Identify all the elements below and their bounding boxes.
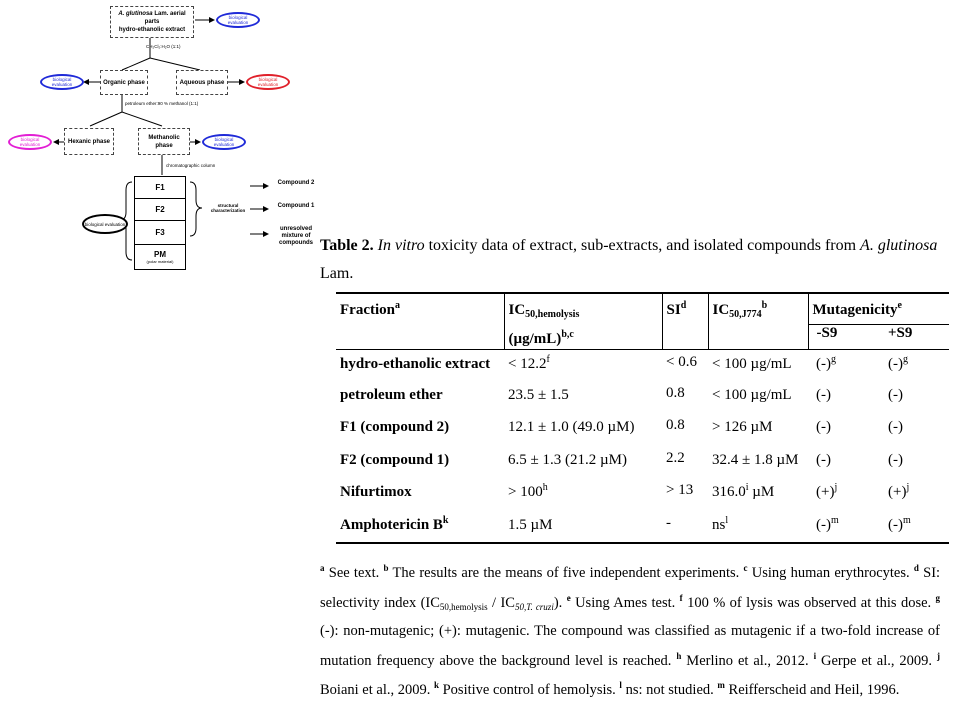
cell-ic50-hemolysis	[504, 350, 662, 379]
cell-fraction-name: Nifurtimox	[340, 484, 412, 500]
footnote-d-sub2: 50,T. cruzi	[514, 601, 554, 612]
cell-fraction	[336, 350, 504, 379]
cell-ic50-j774	[708, 444, 808, 477]
node-start	[110, 6, 194, 38]
header-fraction	[336, 293, 504, 350]
cell-si-si: 0.8	[666, 384, 685, 401]
cell-plus-s9	[878, 509, 949, 543]
cell-plus-s9-ps9-sup: m	[903, 514, 911, 526]
cell-fraction-name: hydro-ethanolic extract	[340, 356, 491, 372]
fraction-f2: F2	[134, 198, 186, 220]
cell-plus-s9-ps9: (-)	[888, 516, 903, 533]
cell-minus-s9-ms9: (-)	[816, 419, 831, 435]
caption-tail: Lam.	[320, 265, 354, 282]
node-methanolic-phase: Methanolic phase	[138, 128, 190, 155]
cell-ic50-j774-j774: < 100 µg/mL	[712, 356, 792, 372]
step-solvent: CH₂Cl₂:H₂O (1:1)	[146, 44, 181, 49]
table-body	[336, 350, 949, 543]
cell-minus-s9-ms9: (-)	[816, 386, 831, 403]
connector-aqueous	[150, 58, 200, 70]
cell-ic50-hemolysis-hem-sup: h	[542, 482, 548, 493]
connector-methanolic	[122, 112, 162, 126]
header-si-sup: d	[680, 300, 687, 311]
cell-ic50-hemolysis	[504, 509, 662, 543]
cell-ic50-j774	[708, 379, 808, 412]
table-row	[336, 509, 949, 543]
header-ic50-hem-unit: (µg/mL)	[508, 331, 562, 347]
footnote-b: The results are the means of five independent experiments.	[392, 565, 740, 581]
extraction-flowchart	[0, 0, 315, 280]
header-mutagenicity-text: Mutagenicity	[812, 302, 898, 318]
start-extract: hydro-ethanolic extract	[118, 27, 186, 33]
bio-eval-aqueous: biological evaluation	[246, 74, 290, 90]
cell-ic50-j774-j774: > 126 µM	[712, 419, 773, 435]
cell-minus-s9	[808, 350, 878, 379]
caption-species: A. glutinosa	[860, 237, 938, 254]
right-brace	[190, 182, 202, 236]
header-fraction-text: Fraction	[340, 302, 395, 318]
cell-si	[662, 379, 708, 412]
cell-si-si: -	[666, 514, 671, 531]
cell-ic50-hemolysis	[504, 411, 662, 444]
cell-fraction-name: petroleum ether	[340, 386, 443, 403]
step-column: chromatographic column	[166, 163, 216, 168]
fraction-f3: F3	[134, 220, 186, 244]
table-row	[336, 476, 949, 509]
table-footnotes: $^a$ See text. $^b$ The results are the means of five independent experiments. $^c$ Using human erythrocytes. $^d$ SI: selectivity index $(IC_{50,hemolysis} / IC_{50,T. cruzi})$. $^e$ Using Ames test. $^f$ 100 % of lysis was observed at this dose. $^g$ (-): non-mutagenic; (+): mutagenic. The compound was classified as mutagenic if a two-fold increase of mutation frequency above the background level is reached. $^h$ Merlino et al., 2012. $^i$ Gerpe et al., 2009. $^j$ Boiani et al., 2009. $^k$ Positive control of hemolysis. $^l$ ns: not studied. $^m$ Reifferscheid and Heil, 1996.	[320, 563, 941, 698]
cell-minus-s9	[808, 476, 878, 509]
caption-italic: In vitro	[377, 237, 425, 254]
cell-fraction	[336, 379, 504, 412]
cell-ic50-j774-j774: < 100 µg/mL	[712, 386, 792, 403]
table-row	[336, 444, 949, 477]
cell-ic50-hemolysis	[504, 379, 662, 412]
header-ic50-j-sup: b	[761, 300, 768, 311]
cell-si	[662, 444, 708, 477]
table-row	[336, 411, 949, 444]
cell-plus-s9-ps9-sup: g	[903, 354, 908, 365]
node-organic-phase: Organic phase	[100, 70, 148, 95]
cell-si	[662, 509, 708, 543]
footnote-m: Reifferscheid and Heil, 1996.	[728, 682, 900, 698]
cell-fraction-name-sup: k	[442, 514, 449, 526]
header-ic50-hem-sub: 50,hemolysis	[525, 309, 580, 320]
pm-label: PM	[154, 249, 166, 259]
cell-fraction-name: Amphotericin B	[340, 516, 443, 533]
header-ic50-j-text: IC	[712, 302, 730, 318]
cell-minus-s9-ms9: (-)	[816, 516, 831, 533]
cell-plus-s9-ps9-sup: j	[906, 482, 910, 493]
header-ic50-hem-text: IC	[508, 302, 526, 318]
footnote-a: See text.	[328, 565, 380, 581]
cell-plus-s9	[878, 411, 949, 444]
cell-minus-s9-ms9: (-)	[816, 451, 831, 468]
footnote-d-sub1: 50,hemolysis	[439, 601, 488, 612]
cell-minus-s9	[808, 411, 878, 444]
cell-si-si: 2.2	[666, 449, 685, 466]
bio-eval-methanolic: biological evaluation	[202, 134, 246, 150]
header-si-text: SI	[666, 302, 681, 318]
header-plus-s9: +S9	[878, 325, 949, 350]
cell-si-si: > 13	[666, 482, 694, 498]
cell-ic50-hemolysis-hem: 12.1 ± 1.0 (49.0 µM)	[508, 419, 635, 435]
header-mutagenicity	[808, 293, 949, 325]
bio-eval-hexanic: biological evaluation	[8, 134, 52, 150]
footnote-d-mid: / IC	[487, 594, 515, 611]
footnote-h: Merlino et al., 2012.	[686, 652, 809, 669]
step-petroleum: petroleum ether:90 % methanol (1:1)	[125, 101, 199, 106]
cell-minus-s9-ms9: (+)	[816, 484, 835, 500]
cell-ic50-j774	[708, 509, 808, 543]
cell-ic50-hemolysis-hem: 1.5 µM	[508, 516, 553, 533]
cell-plus-s9	[878, 379, 949, 412]
toxicity-table	[336, 292, 949, 544]
cell-plus-s9-ps9: (-)	[888, 451, 903, 468]
compound-2-label: Compound 2	[277, 180, 315, 186]
cell-si	[662, 350, 708, 379]
footnote-j: Boiani et al., 2009.	[320, 682, 431, 698]
cell-si-si: 0.8	[666, 417, 685, 433]
cell-minus-s9-ms9-sup: j	[834, 482, 838, 493]
header-mutagenicity-sup: e	[897, 300, 902, 311]
cell-minus-s9	[808, 509, 878, 543]
connector-organic	[122, 58, 150, 70]
cell-si	[662, 411, 708, 444]
footnote-l: ns: not studied.	[625, 682, 714, 698]
table-row	[336, 350, 949, 379]
cell-fraction	[336, 444, 504, 477]
footnote-e: Using Ames test.	[575, 594, 676, 611]
cell-si-si: < 0.6	[666, 354, 697, 370]
fraction-f1: F1	[134, 176, 186, 198]
cell-ic50-j774-j774-sup: l	[725, 514, 729, 526]
cell-si	[662, 476, 708, 509]
footnote-k: Positive control of hemolysis.	[442, 682, 616, 698]
node-aqueous-phase: Aqueous phase	[176, 70, 228, 95]
start-species: A. glutinosa	[118, 11, 153, 17]
bio-eval-organic: biological evaluation	[40, 74, 84, 90]
cell-plus-s9	[878, 476, 949, 509]
header-minus-s9: -S9	[808, 325, 878, 350]
cell-plus-s9-ps9: (+)	[888, 484, 907, 500]
header-ic50-j774	[708, 293, 808, 350]
cell-fraction	[336, 476, 504, 509]
caption-text: toxicity data of extract, sub-extracts, and isolated compounds from	[424, 237, 861, 254]
header-ic50-j-sub: 50,J774	[729, 309, 762, 320]
cell-ic50-j774-j774: 316.0	[712, 484, 746, 500]
cell-ic50-hemolysis	[504, 476, 662, 509]
bio-eval-fractions: biological evaluation	[82, 214, 128, 234]
cell-plus-s9-ps9: (-)	[888, 419, 903, 435]
header-ic50-hem-sup: b,c	[561, 329, 574, 340]
header-fraction-sup: a	[394, 300, 400, 311]
caption-label: Table 2.	[320, 237, 374, 254]
structural-characterization: structural characterization	[210, 203, 246, 213]
pm-sub: (polar material)	[146, 258, 174, 264]
cell-fraction	[336, 509, 504, 543]
cell-fraction-name: F2 (compound 1)	[340, 451, 450, 468]
cell-fraction	[336, 411, 504, 444]
footnote-g: (-): non-mutagenic; (+): mutagenic. The compound was classified as mutagenic if a two-fold increase of mutation frequency above the background level is reached.	[320, 623, 940, 669]
footnote-c: Using human erythrocytes.	[751, 565, 910, 581]
cell-ic50-hemolysis-hem: 6.5 ± 1.3 (21.2 µM)	[508, 451, 627, 468]
cell-ic50-j774	[708, 350, 808, 379]
cell-plus-s9	[878, 350, 949, 379]
header-si	[662, 293, 708, 350]
node-hexanic-phase: Hexanic phase	[64, 128, 114, 155]
table-header-row	[336, 293, 949, 325]
connector-hexanic	[90, 112, 122, 126]
cell-fraction-name: F1 (compound 2)	[340, 419, 450, 435]
cell-ic50-hemolysis-hem: > 100	[508, 484, 543, 500]
footnote-i: Gerpe et al., 2009.	[821, 652, 933, 669]
table-row	[336, 379, 949, 412]
bio-eval-start: biological evaluation	[216, 12, 260, 28]
cell-ic50-j774	[708, 476, 808, 509]
cell-ic50-j774	[708, 411, 808, 444]
cell-ic50-hemolysis-hem: < 12.2	[508, 356, 547, 372]
cell-plus-s9-ps9: (-)	[888, 356, 903, 372]
cell-ic50-j774-j774-tail: µM	[748, 484, 775, 500]
cell-minus-s9-ms9-sup: g	[831, 354, 836, 365]
start-rest: Lam. aerial parts	[144, 11, 186, 25]
cell-ic50-j774-j774: 32.4 ± 1.8 µM	[712, 451, 799, 468]
compound-1-label: Compound 1	[277, 203, 315, 209]
cell-plus-s9	[878, 444, 949, 477]
cell-plus-s9-ps9: (-)	[888, 386, 903, 403]
cell-minus-s9	[808, 444, 878, 477]
unresolved-mixture-label: unresolved mixture of compounds	[279, 226, 313, 246]
cell-ic50-hemolysis	[504, 444, 662, 477]
cell-minus-s9-ms9: (-)	[816, 356, 831, 372]
cell-ic50-j774-j774-sup: i	[745, 482, 749, 493]
cell-minus-s9-ms9-sup: m	[831, 514, 839, 526]
cell-minus-s9	[808, 379, 878, 412]
header-ic50-hemolysis	[504, 293, 662, 350]
cell-ic50-j774-j774: ns	[712, 516, 726, 533]
footnote-f: 100 % of lysis was observed at this dose.	[687, 594, 932, 611]
footnote-d-post: ).	[553, 594, 563, 611]
cell-ic50-hemolysis-hem-sup: f	[546, 354, 550, 365]
fraction-pm	[134, 244, 186, 270]
table-caption	[320, 232, 940, 288]
footnote-d-pre: SI: selectivity index (IC	[320, 565, 941, 611]
cell-ic50-hemolysis-hem: 23.5 ± 1.5	[508, 386, 569, 403]
